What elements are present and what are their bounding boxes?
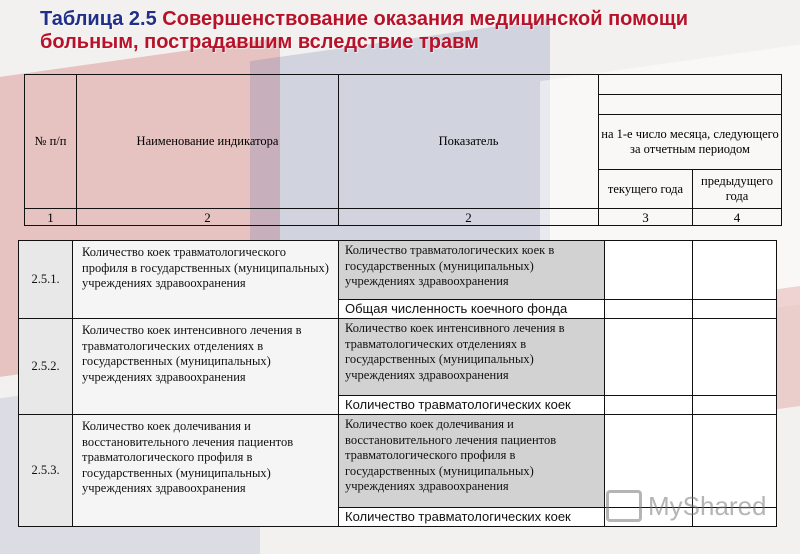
title-text: Совершенствование оказания медицинской помощи больным, пострадавшим вследствие травм	[40, 8, 689, 53]
header-previous-year: предыдущего года	[693, 170, 782, 209]
col-number-2: 2	[77, 209, 339, 226]
row-indicator-2: Количество травматологических коек	[339, 508, 605, 527]
row-indicator-2: Общая численность коечного фонда	[339, 300, 605, 319]
table-row	[19, 241, 777, 300]
header-empty-2	[599, 95, 782, 115]
watermark-text: MyShared	[648, 490, 767, 521]
value-previous-cell[interactable]	[693, 319, 777, 396]
row-indicator-1: Количество коек долечивания и восстановительного лечения пациентов травматологического профиля в государственных (муниципальных) учреждениях здравоохранения	[339, 415, 605, 508]
row-indicator-1: Количество коек интенсивного лечения в травматологических отделениях в государственных (муниципальных) учреждениях здравоохранения	[339, 319, 605, 396]
col-number-1: 1	[25, 209, 77, 226]
header-period: на 1-е число месяца, следующего за отчетным периодом	[599, 115, 782, 170]
col-number-5: 4	[693, 209, 782, 226]
row-index: 2.5.2.	[19, 319, 73, 415]
row-index: 2.5.3.	[19, 415, 73, 527]
col-number-4: 3	[599, 209, 693, 226]
value-current-cell[interactable]	[605, 241, 693, 300]
value-current-cell[interactable]	[605, 396, 693, 415]
row-name: Количество коек травматологического профиля в государственных (муниципальных) учреждениях здравоохранения	[73, 241, 339, 319]
row-name: Количество коек интенсивного лечения в травматологических отделениях в государственных (муниципальных) учреждениях здравоохранения	[73, 319, 339, 415]
header-indicator: Показатель	[339, 75, 599, 209]
value-previous-cell[interactable]	[693, 396, 777, 415]
col-number-3: 2	[339, 209, 599, 226]
row-name: Количество коек долечивания и восстановительного лечения пациентов травматологического профиля в государственных (муниципальных) учреждениях здравоохранения	[73, 415, 339, 527]
value-current-cell[interactable]	[605, 319, 693, 396]
value-previous-cell[interactable]	[693, 300, 777, 319]
table-row	[19, 319, 777, 396]
watermark-logo-icon	[606, 490, 642, 522]
watermark	[606, 488, 776, 524]
row-index: 2.5.1.	[19, 241, 73, 319]
header-current-year: текущего года	[599, 170, 693, 209]
header-num: № п/п	[25, 75, 77, 209]
row-indicator-1: Количество травматологических коек в государственных (муниципальных) учреждениях здравоохранения	[339, 241, 605, 300]
data-table	[18, 240, 777, 527]
header-empty-1	[599, 75, 782, 95]
slide-title	[40, 8, 790, 54]
value-current-cell[interactable]	[605, 300, 693, 319]
row-indicator-2: Количество травматологических коек	[339, 396, 605, 415]
value-previous-cell[interactable]	[693, 241, 777, 300]
table-number: Таблица 2.5	[40, 8, 157, 30]
header-name: Наименование индикатора	[77, 75, 339, 209]
header-table	[24, 74, 782, 226]
